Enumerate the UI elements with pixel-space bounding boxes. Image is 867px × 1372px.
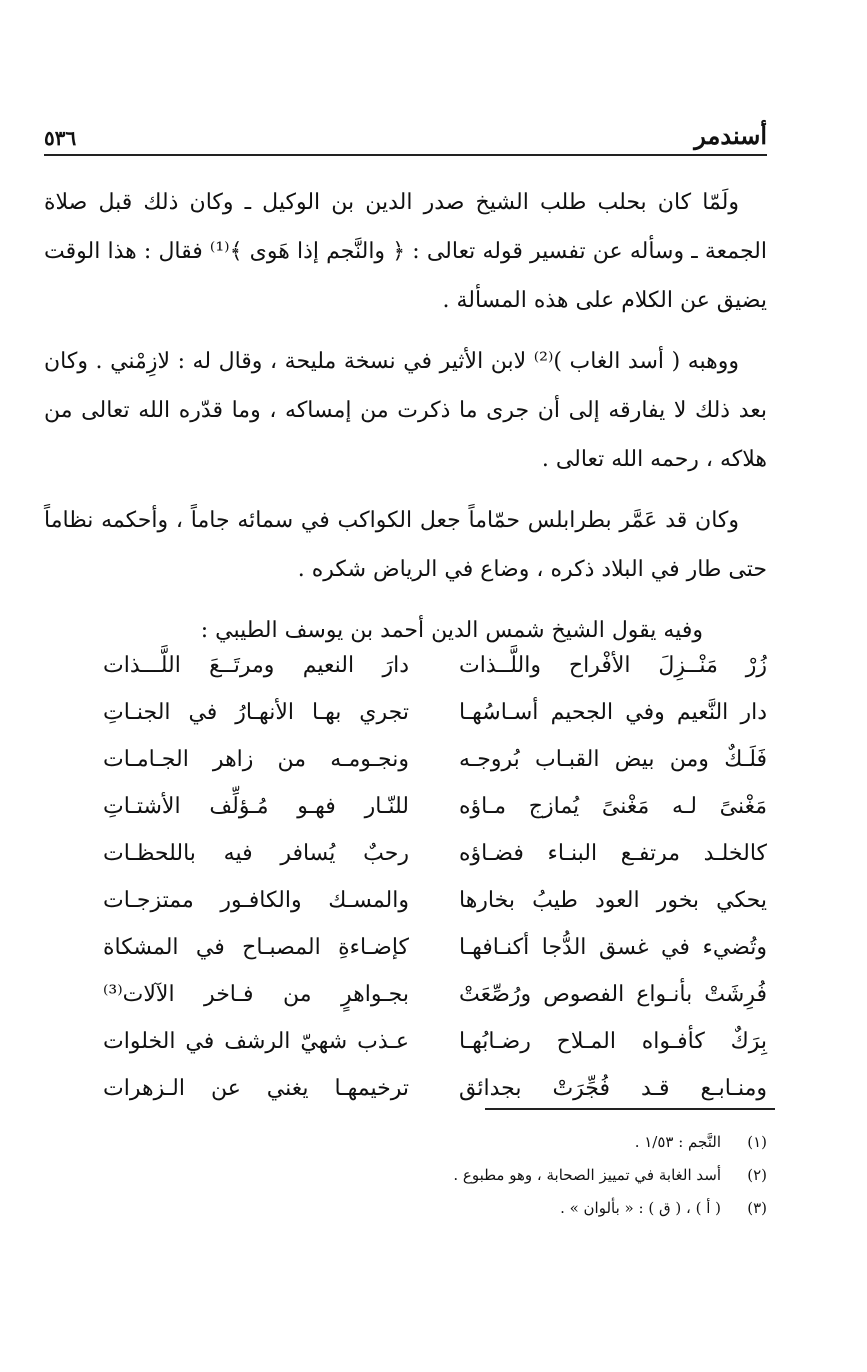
footnote-text: أسد الغابة في تمييز الصحابة ، وهو مطبوع . [453,1166,721,1184]
verse [44,971,767,1018]
footnote-text: النَّجم : ١/٥٣ . [634,1133,721,1151]
verse-second-hemistich: ترخيمهـا يغني عن الـزهرات [103,1076,409,1101]
verse-second-hemistich: والمسـك والكافـور ممتزجـات [103,888,409,913]
verse-second-hemistich: عـذب شهيّ الرشف في الخلوات [103,1029,409,1054]
footnote-number: (١) [747,1133,767,1151]
verse-first-hemistich: ومنـابـع قـد فُجِّرَتْ بجدائق [459,1076,767,1101]
verse [44,736,767,783]
footnote [367,1192,767,1225]
running-title: أسندمر [694,121,767,150]
verse-first-hemistich: فَلَـكٌ ومن بيض القبـاب بُروجـه [459,747,767,772]
footnotes [367,1126,767,1225]
verse-second-hemistich: للنّـار فهـو مُـؤلِّف الأشتـاتِ [103,794,409,819]
verse-first-hemistich: وتُضيء في غسق الدُّجا أكنـافهـا [459,935,767,960]
verse-first-hemistich: مَغْنىً لـه مَغْنىً يُمازج مـاؤه [459,794,767,819]
page-number: ٥٣٦ [44,126,77,150]
footnote [367,1126,767,1159]
footnote-number: (٢) [747,1166,767,1184]
paragraph: ووهبه ( أسد الغاب )⁽²⁾ لابن الأثير في نسخة مليحة ، وقال له : لازِمْني . وكان بعد ذلك لا يفارقه إلى أن جرى ما ذكرت من إمساكه ، وما قدّره الله تعالى من هلاكه ، رحمه الله تعالى . [44,349,767,472]
verse-first-hemistich: دار النَّعيم وفي الجحيم أسـاسُهـا [459,700,767,725]
verse-first-hemistich: زُرْ مَنْــزِلَ الأفْراح واللَّــذات [459,653,767,678]
poem [44,642,767,1112]
verse-second-hemistich: بجـواهرٍ من فـاخر الآلات⁽³⁾ [103,982,409,1007]
verse [44,830,767,877]
verse-second-hemistich: كإضـاءةِ المصبـاح في المشكاة [103,935,409,960]
poem-intro: وفيه يقول الشيخ شمس الدين أحمد بن يوسف الطيبي : [200,618,703,643]
verse-second-hemistich: ونجـومـه من زاهر الجـامـات [103,747,409,772]
footnote-number: (٣) [747,1199,767,1217]
verse [44,783,767,830]
verse [44,924,767,971]
verse-first-hemistich: بِرَكٌ كأفـواه المـلاح رضـابُهـا [459,1029,767,1054]
prose-body [44,178,767,667]
footnote [367,1159,767,1192]
verse-first-hemistich: يحكي بخور العود طيبُ بخارها [459,888,767,913]
verse [44,642,767,689]
verse-second-hemistich: دارَ النعيم ومرتَــعَ اللَّـــذات [103,653,409,678]
verse [44,877,767,924]
footnote-text: ( أ ) ، ( ق ) : « بألوان » . [560,1199,721,1217]
verse [44,689,767,736]
paragraph: ولَمّا كان بحلب طلب الشيخ صدر الدين بن الوكيل ـ وكان ذلك قبل صلاة الجمعة ـ وسأله عن تفسير قوله تعالى : ﴿ والنَّجم إذا هَوى ﴾⁽¹⁾ فقال : هذا الوقت يضيق عن الكلام على هذه المسألة . [44,190,767,313]
verse [44,1018,767,1065]
paragraph: وكان قد عَمَّر بطرابلس حمّاماً جعل الكواكب في سمائه جاماً ، وأحكمه نظاماً حتى طار في البلاد ذكره ، وضاع في الرياض شكره . [44,508,767,582]
verse-second-hemistich: تجري بهـا الأنهـارُ في الجنـاتِ [103,700,409,725]
footnote-divider [485,1108,775,1110]
verse-first-hemistich: فُرِشَتْ بأنـواع الفصوص ورُصِّعَتْ [459,982,767,1007]
page-header [44,112,767,156]
verse-second-hemistich: رحبٌ يُسافر فيه باللحظـات [103,841,409,866]
verse-first-hemistich: كالخلـد مرتفـع البنـاء فضـاؤه [459,841,767,866]
verse [44,1065,767,1112]
